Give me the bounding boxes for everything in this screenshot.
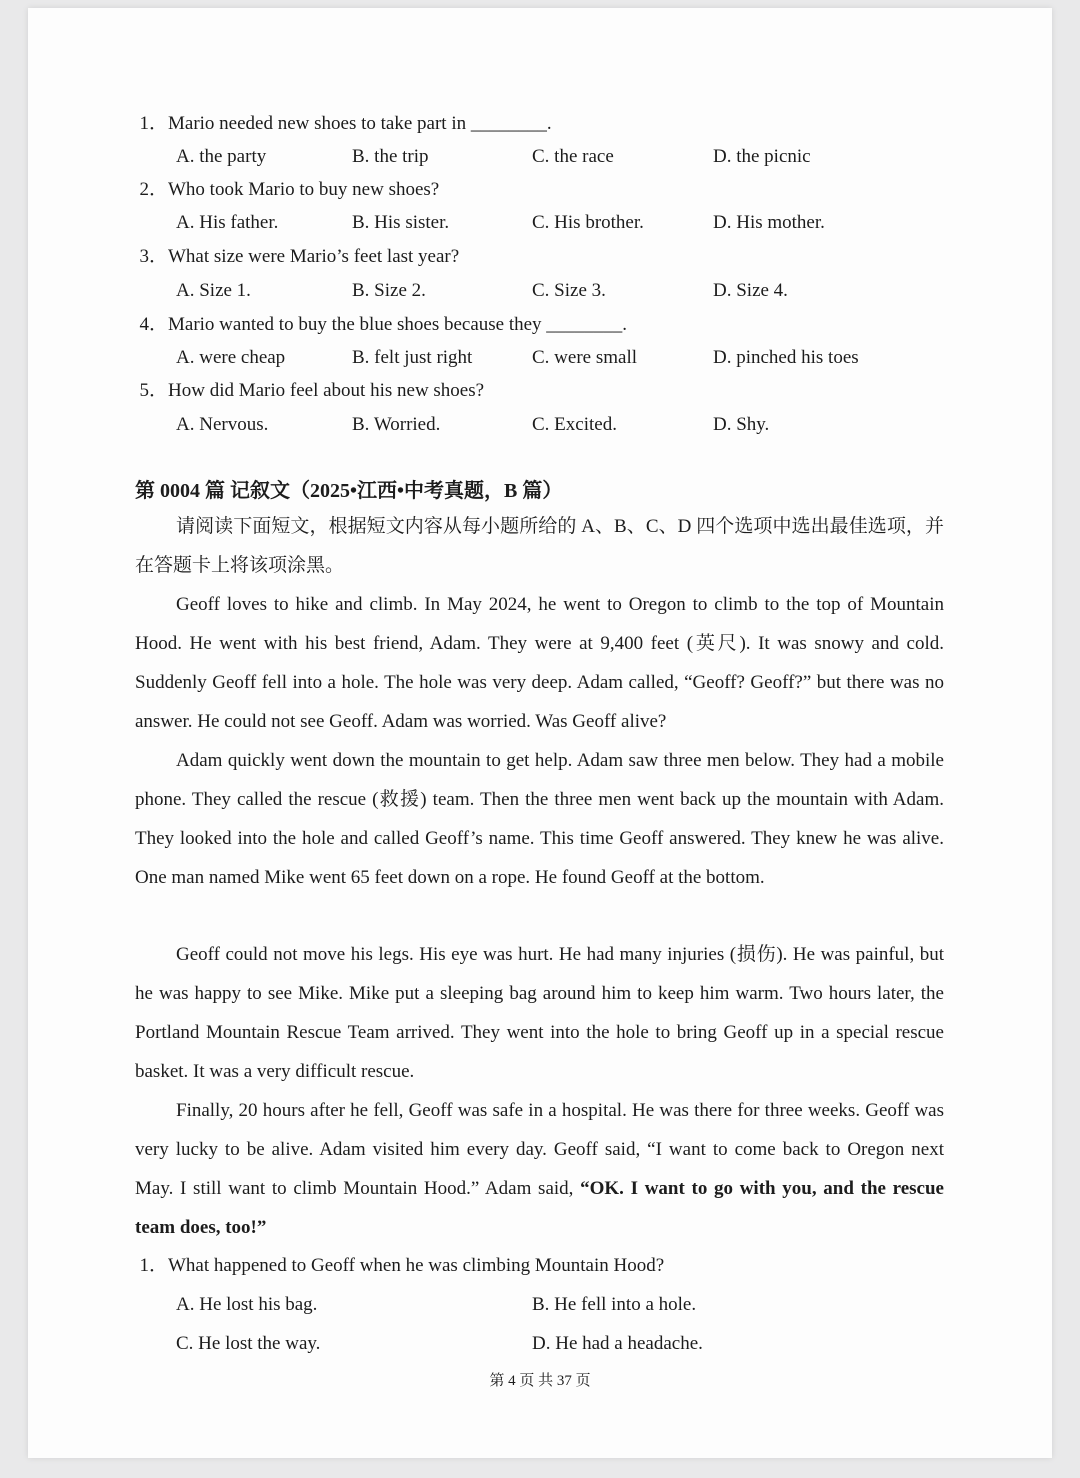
option-a: A. the party: [176, 146, 267, 167]
question-text: Mario wanted to buy the blue shoes because they ________.: [168, 314, 628, 335]
option-d: D. the picnic: [713, 146, 811, 167]
option-c: C. the race: [532, 146, 614, 167]
option-b: B. Worried.: [352, 414, 441, 435]
passage-paragraph-1: Geoff loves to hike and climb. In May 2024, he went to Oregon to climb to the top of Mountain Hood. He went with his best friend, Adam. They were at 9,400 feet (英尺). It was snowy and cold. Suddenly Geoff fell into a hole. The hole was very deep. Adam called, “Geoff? Geoff?” but there was no answer. He could not see Geoff. Adam was worried. Was Geoff alive?: [135, 594, 944, 732]
document-page: [28, 8, 1052, 1458]
bold-quote: “OK. I want to go with you, and the rescue team does, too!”: [135, 1178, 944, 1238]
page-footer: 第 4 页 共 37 页: [489, 1373, 591, 1389]
question-text: How did Mario feel about his new shoes?: [168, 380, 485, 401]
question-3: 3．What size were Mario’s feet last year?: [139, 246, 460, 267]
option-d: D. Size 4.: [713, 280, 788, 301]
passage-paragraph-2: Adam quickly went down the mountain to get help. Adam saw three men below. They had a mobile phone. They called the rescue (救援) team. Then the three men went back up the mountain with Adam. They looked into the hole and called Geoff’s name. This time Geoff answered. They knew he was alive. One man named Mike went 65 feet down on a rope. He found Geoff at the bottom.: [135, 750, 944, 888]
instruction-paragraph: 请阅读下面短文，根据短文内容从每小题所给的 A、B、C、D 四个选项中选出最佳选项，并在答题卡上将该项涂黑。: [135, 516, 944, 576]
section-title: 第 0004 篇 记叙文（2025•江西•中考真题，B 篇）: [135, 480, 563, 502]
question-1: 1．Mario needed new shoes to take part in ________.: [139, 113, 552, 134]
option-c: C. Excited.: [532, 414, 617, 435]
option-a: A. were cheap: [176, 347, 286, 368]
option-c: C. He lost the way.: [176, 1333, 321, 1354]
option-b: B. felt just right: [352, 347, 473, 368]
option-d: D. He had a headache.: [532, 1333, 703, 1354]
option-b: B. the trip: [352, 146, 429, 167]
passage-paragraph-3: Geoff could not move his legs. His eye was hurt. He had many injuries (损伤). He was painful, but he was happy to see Mike. Mike put a sleeping bag around him to keep him warm. Two hours later, the Portland Mountain Rescue Team arrived. They went into the hole to bring Geoff up in a special rescue basket. It was a very difficult rescue.: [135, 944, 944, 1082]
option-c: C. His brother.: [532, 212, 644, 233]
option-a: A. Nervous.: [176, 414, 269, 435]
option-d: D. His mother.: [713, 212, 825, 233]
question-5: 5．How did Mario feel about his new shoes?: [139, 380, 485, 401]
option-a: A. His father.: [176, 212, 279, 233]
option-c: C. Size 3.: [532, 280, 606, 301]
question-text: What happened to Geoff when he was climbing Mountain Hood?: [168, 1255, 665, 1276]
question-text: Who took Mario to buy new shoes?: [168, 179, 440, 200]
question-2: 2．Who took Mario to buy new shoes?: [139, 179, 440, 200]
question-4: 4．Mario wanted to buy the blue shoes because they ________.: [139, 314, 628, 335]
question-bottom-1: 1．What happened to Geoff when he was climbing Mountain Hood?: [139, 1255, 665, 1276]
option-c: C. were small: [532, 347, 638, 368]
paragraph-text: Finally, 20 hours after he fell, Geoff was safe in a hospital. He was there for three weeks. Geoff was very lucky to be alive. Adam visited him every day. Geoff said, “I want to come back to Oregon next May. I still want to climb Mountain Hood.” Adam said,: [135, 1100, 944, 1199]
question-text: Mario needed new shoes to take part in ________.: [168, 113, 552, 134]
option-b: B. His sister.: [352, 212, 450, 233]
option-b: B. He fell into a hole.: [532, 1294, 697, 1315]
option-b: B. Size 2.: [352, 280, 426, 301]
option-a: A. Size 1.: [176, 280, 251, 301]
question-text: What size were Mario’s feet last year?: [168, 246, 460, 267]
option-d: D. Shy.: [713, 414, 770, 435]
passage-paragraph-4: [135, 1091, 944, 1247]
option-d: D. pinched his toes: [713, 347, 859, 368]
option-a: A. He lost his bag.: [176, 1294, 318, 1315]
